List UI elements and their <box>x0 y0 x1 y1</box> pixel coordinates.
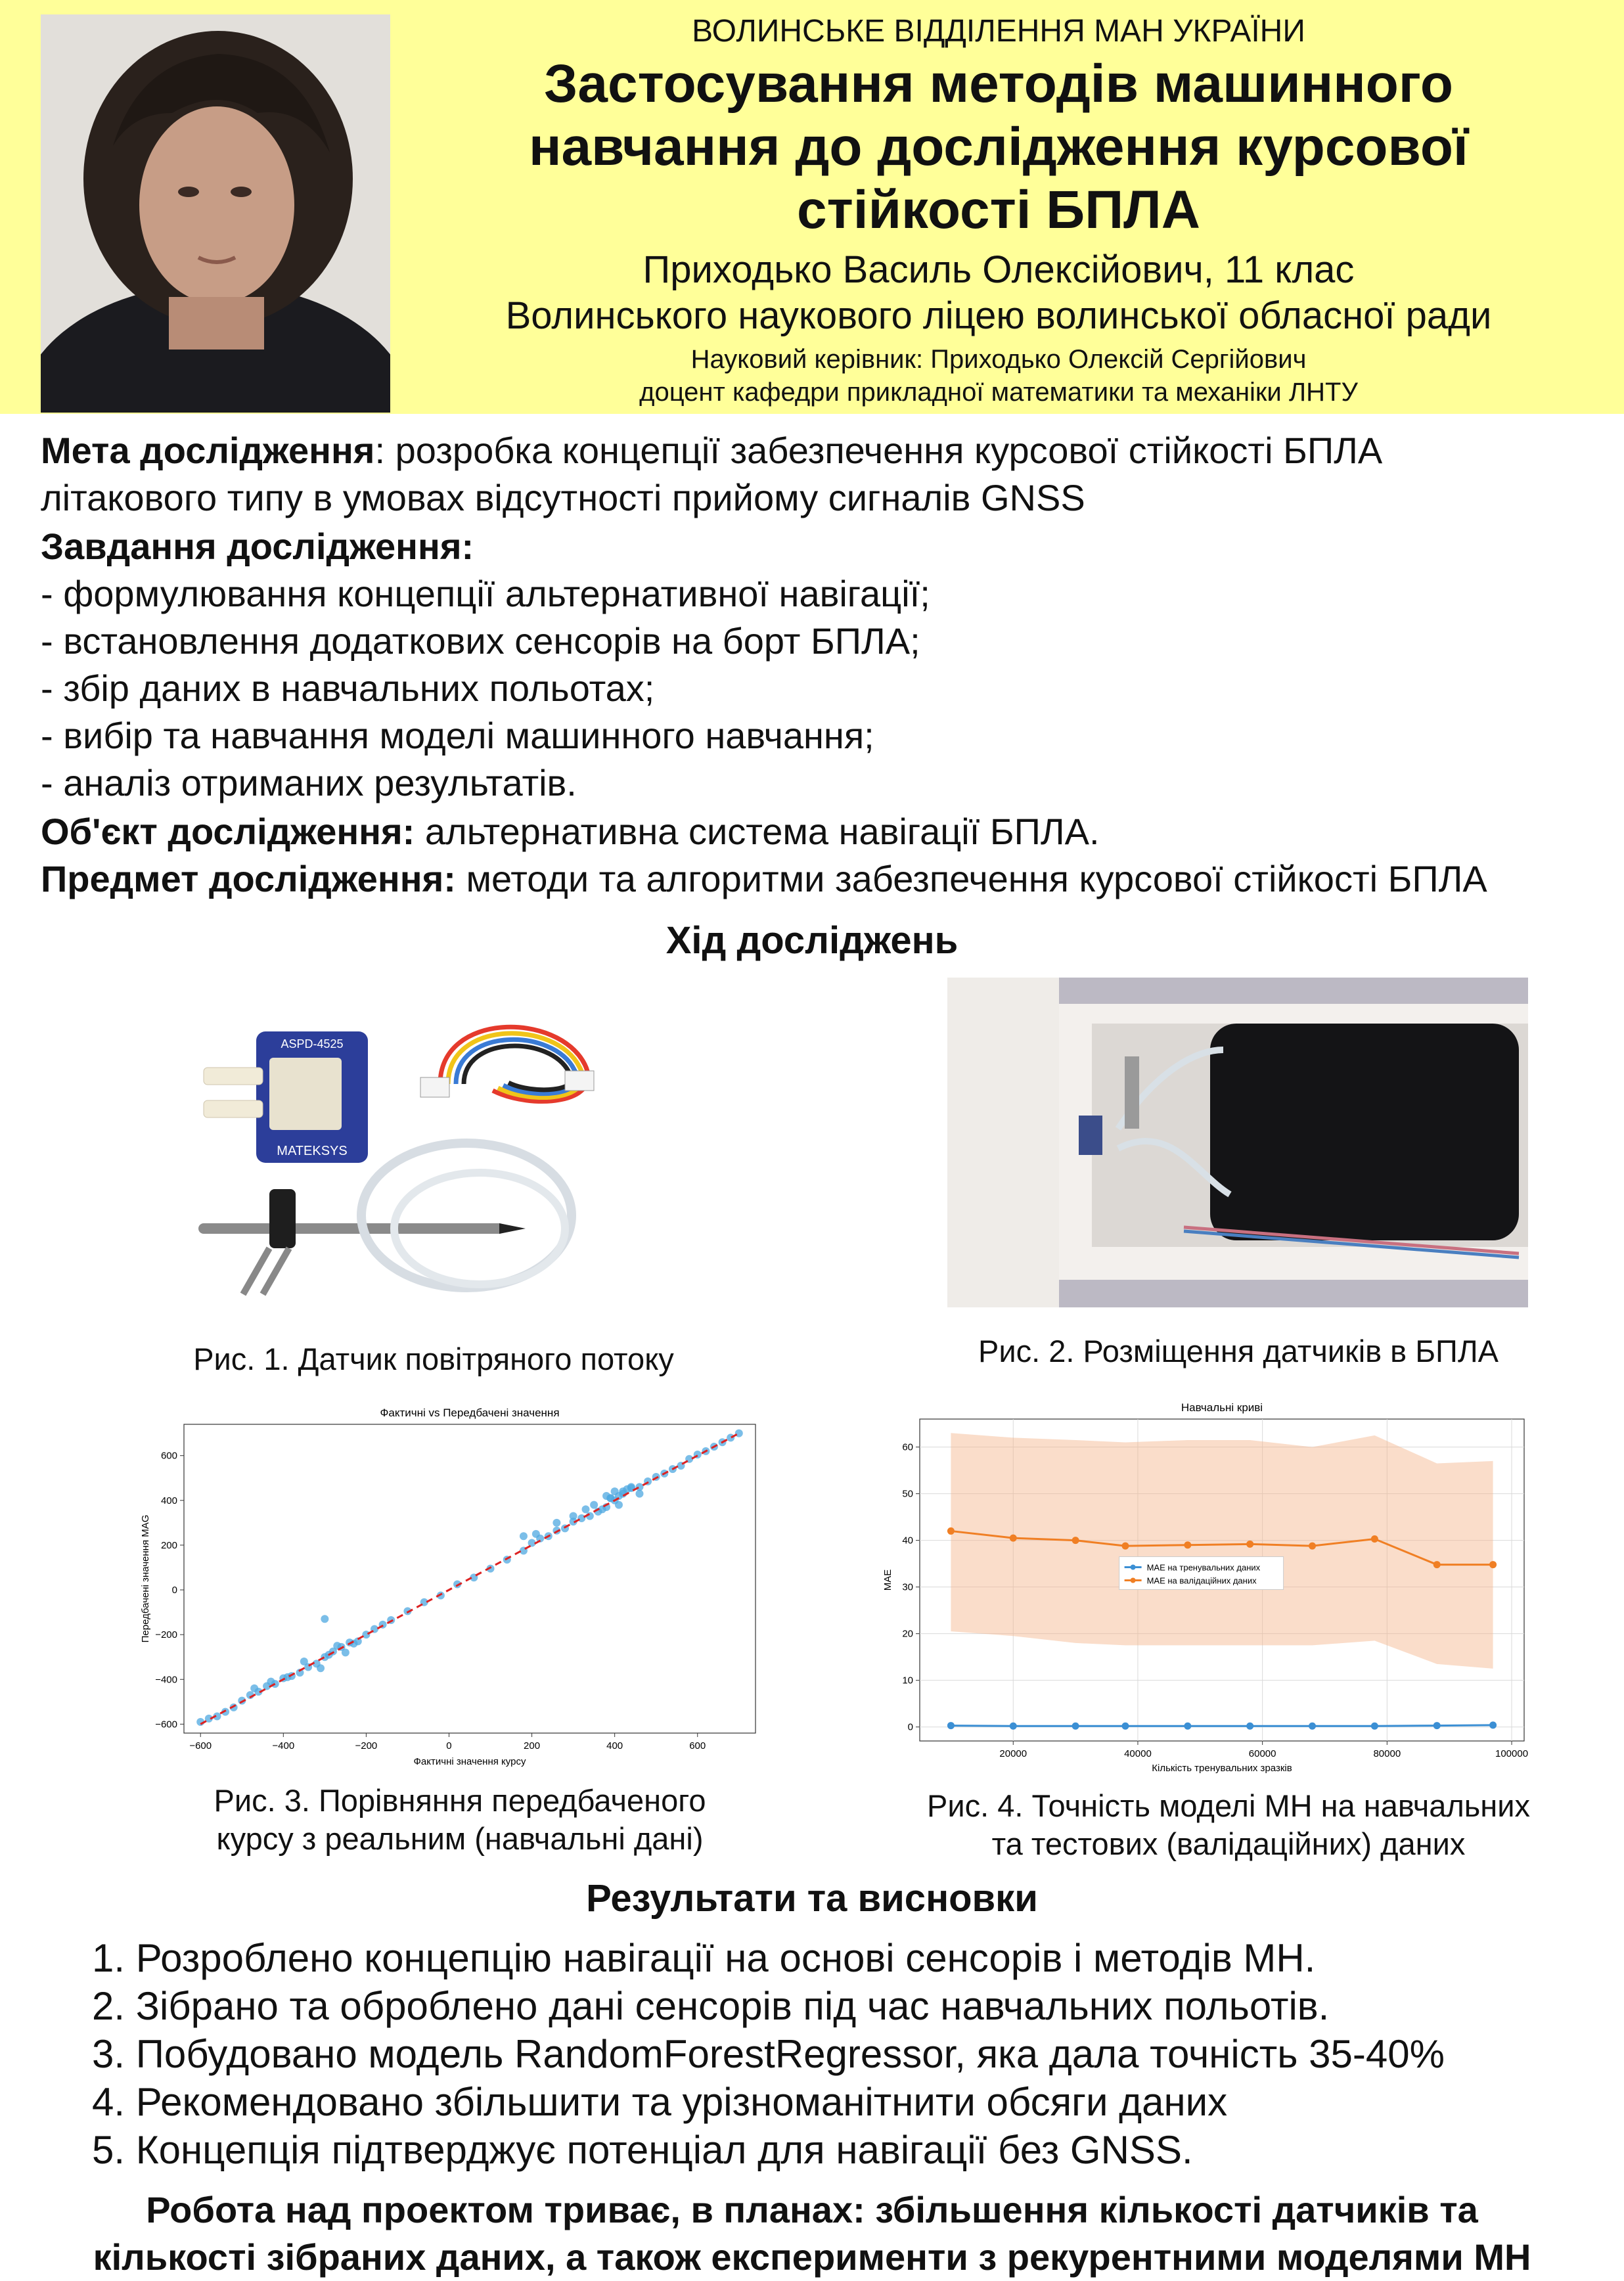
data-point <box>1184 1541 1191 1548</box>
y-tick-label: 0 <box>907 1721 913 1733</box>
fig3-caption-line: курсу з реальним (навчальні дані) <box>216 1821 704 1856</box>
data-point <box>590 1501 598 1509</box>
data-point <box>1309 1543 1316 1550</box>
data-point <box>1246 1723 1253 1730</box>
fig1-caption: Рис. 1. Датчик повітряного потоку <box>193 1342 674 1376</box>
data-point <box>362 1631 370 1638</box>
y-tick-label: 60 <box>902 1441 913 1453</box>
learning-curves-chart <box>874 1393 1544 1787</box>
subject-label: Предмет дослідження: <box>41 858 456 899</box>
fig4-caption-line: Рис. 4. Точність моделі МН на навчальних <box>927 1788 1530 1823</box>
data-point <box>1072 1723 1079 1730</box>
closing-note <box>0 2186 1624 2281</box>
fig4-caption-line: та тестових (валідаційних) даних <box>991 1826 1466 1861</box>
goal-label: Мета дослідження <box>41 430 375 471</box>
y-tick-label: 0 <box>171 1585 177 1596</box>
x-tick-label: 80000 <box>1373 1748 1401 1759</box>
y-tick-label: 20 <box>902 1628 913 1640</box>
data-point <box>615 1501 623 1509</box>
title-line: навчання до дослідження курсової <box>529 117 1468 177</box>
result-item: 4. Рекомендовано збільшити та урізноманітнити обсяги даних <box>92 2080 1228 2124</box>
x-tick-label: −200 <box>355 1740 378 1751</box>
data-point <box>1489 1561 1497 1568</box>
y-tick-label: −400 <box>155 1674 177 1686</box>
data-point <box>582 1505 590 1513</box>
subject-text: методи та алгоритми забезпечення курсової стійкості БПЛА <box>455 858 1487 899</box>
research-goal <box>41 427 1604 522</box>
data-point <box>317 1664 325 1672</box>
result-item: 3. Побудовано модель RandomForestRegressor, яка дала точність 35-40% <box>92 2032 1445 2076</box>
data-point <box>1371 1535 1378 1543</box>
results-list <box>92 1934 1603 2174</box>
y-axis-label: Передбачені значення MAG <box>140 1514 151 1643</box>
result-item: 5. Концепція підтверджує потенціал для навігації без GNSS. <box>92 2128 1193 2172</box>
x-tick-label: −400 <box>272 1740 295 1751</box>
x-tick-label: 100000 <box>1495 1748 1529 1759</box>
x-tick-label: 600 <box>689 1740 706 1751</box>
task-item: - збір даних в навчальних польотах; <box>41 667 655 709</box>
object-text: альтернативна система навігації БПЛА. <box>415 811 1100 852</box>
results-heading: Результати та висновки <box>586 1877 1038 1920</box>
data-point <box>342 1648 350 1656</box>
closing-line: кількості зібраних даних, а також експерименти з рекурентними моделями МН <box>93 2236 1531 2278</box>
data-point <box>947 1722 955 1729</box>
poster-title <box>420 53 1577 242</box>
fig3-caption <box>118 1782 801 1858</box>
result-item: 2. Зібрано та оброблено дані сенсорів під час навчальних польотів. <box>92 1984 1330 2028</box>
x-tick-label: −600 <box>189 1740 212 1751</box>
sensor-brand: MATEKSYS <box>277 1144 348 1158</box>
data-point <box>321 1615 328 1623</box>
sensor-model: ASPD-4525 <box>281 1037 344 1050</box>
task-item: - встановлення додаткових сенсорів на борт БПЛА; <box>41 620 920 662</box>
figure-airflow-sensor <box>191 1012 690 1327</box>
y-tick-label: 200 <box>160 1539 177 1551</box>
figure-uav-sensors <box>947 978 1528 1307</box>
data-point <box>553 1519 560 1527</box>
validation-band <box>951 1433 1493 1669</box>
y-tick-label: −200 <box>155 1629 177 1641</box>
progress-heading: Хід досліджень <box>665 919 959 962</box>
goal-text-2: літакового типу в умовах відсутності прийому сигналів GNSS <box>41 477 1085 518</box>
data-point <box>570 1512 577 1520</box>
legend-entry: MAE на тренувальних даних <box>1146 1562 1261 1573</box>
data-point <box>284 1673 292 1681</box>
data-point <box>520 1532 528 1540</box>
data-point <box>1010 1535 1017 1542</box>
legend-entry: MAE на валідаційних даних <box>1146 1575 1257 1586</box>
header-text <box>420 12 1577 409</box>
title-line: стійкості БПЛА <box>797 180 1200 240</box>
research-tasks <box>41 523 1604 807</box>
x-axis-label: Фактичні значення курсу <box>413 1756 526 1767</box>
data-point <box>250 1684 258 1692</box>
x-tick-label: 200 <box>524 1740 541 1751</box>
x-tick-label: 400 <box>606 1740 623 1751</box>
task-item: - аналіз отриманих результатів. <box>41 762 577 803</box>
author-name: Приходько Василь Олексійович, 11 клас <box>643 248 1355 291</box>
school-name: Волинського наукового ліцею волинської обласної ради <box>505 294 1492 337</box>
series-line <box>951 1725 1493 1726</box>
data-point <box>1121 1543 1129 1550</box>
data-point <box>1072 1537 1079 1544</box>
data-point <box>1121 1723 1129 1730</box>
data-point <box>532 1530 540 1538</box>
research-object-subject <box>41 808 1604 903</box>
data-point <box>735 1430 743 1437</box>
supervisor: Науковий керівник: Приходько Олексій Сергійович <box>690 345 1307 374</box>
data-point <box>611 1487 619 1495</box>
organization: ВОЛИНСЬКЕ ВІДДІЛЕННЯ МАН УКРАЇНИ <box>692 14 1305 49</box>
x-tick-label: 20000 <box>999 1748 1027 1759</box>
fig3-caption-line: Рис. 3. Порівняння передбаченого <box>214 1783 706 1818</box>
y-tick-label: 10 <box>902 1675 913 1686</box>
title-line: Застосування методів машинного <box>543 54 1454 114</box>
data-point <box>1433 1722 1441 1729</box>
data-point <box>577 1514 585 1522</box>
data-point <box>1184 1723 1191 1730</box>
data-point <box>1309 1723 1316 1730</box>
y-tick-label: 40 <box>902 1535 913 1547</box>
x-tick-label: 60000 <box>1248 1748 1276 1759</box>
result-item: 1. Розроблено концепцію навігації на основі сенсорів і методів МН. <box>92 1936 1316 1980</box>
data-point <box>1371 1723 1378 1730</box>
data-point <box>1433 1561 1441 1568</box>
chart-title: Фактичні vs Передбачені значення <box>380 1407 560 1419</box>
y-tick-label: 50 <box>902 1488 913 1500</box>
tasks-label: Завдання дослідження: <box>41 526 474 567</box>
y-tick-label: 30 <box>902 1581 913 1593</box>
task-item: - вибір та навчання моделі машинного навчання; <box>41 715 874 756</box>
goal-text: : розробка концепції забезпечення курсової стійкості БПЛА <box>374 430 1383 471</box>
closing-line: Робота над проектом триває, в планах: збільшення кількості датчиків та <box>146 2189 1478 2230</box>
x-axis-label: Кількість тренувальних зразків <box>1152 1763 1292 1774</box>
figure-learning-curves <box>874 1393 1544 1787</box>
data-point <box>1010 1723 1017 1730</box>
task-item: - формулювання концепції альтернативної навігації; <box>41 573 930 614</box>
data-point <box>947 1527 955 1535</box>
x-tick-label: 40000 <box>1124 1748 1152 1759</box>
object-label: Об'єкт дослідження: <box>41 811 415 852</box>
chart-title: Навчальні криві <box>1181 1401 1263 1414</box>
x-tick-label: 0 <box>446 1740 452 1751</box>
data-point <box>635 1490 643 1498</box>
y-tick-label: −600 <box>155 1719 177 1730</box>
y-axis-label: MAE <box>882 1569 893 1591</box>
author-photo <box>41 14 390 413</box>
figure-scatter-chart <box>131 1399 775 1774</box>
fig2-caption: Рис. 2. Розміщення датчиків в БПЛА <box>978 1334 1499 1368</box>
legend-marker <box>1131 1564 1136 1570</box>
y-tick-label: 600 <box>160 1450 177 1462</box>
supervisor-position: доцент кафедри прикладної математики та механіки ЛНТУ <box>639 378 1358 407</box>
header-banner <box>0 0 1624 414</box>
data-point <box>300 1658 308 1665</box>
fig4-caption <box>854 1787 1603 1863</box>
y-tick-label: 400 <box>160 1495 177 1506</box>
data-point <box>1489 1721 1497 1728</box>
legend-marker <box>1131 1577 1136 1583</box>
scatter-chart <box>131 1399 775 1774</box>
data-point <box>1246 1541 1253 1548</box>
